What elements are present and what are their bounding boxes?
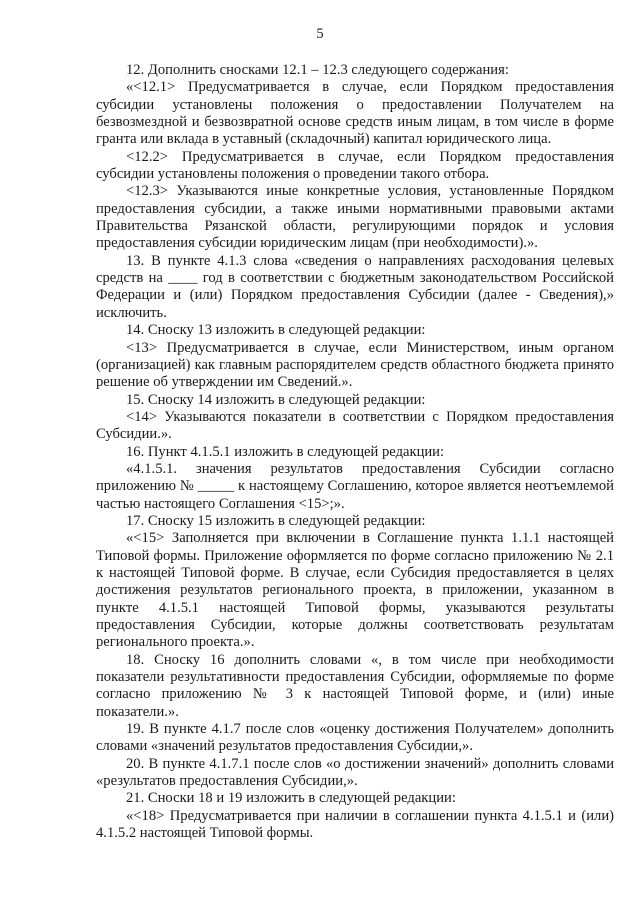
- page-number: 5: [316, 26, 324, 42]
- document-body: [96, 62, 614, 842]
- paragraph-item-17: 17. Сноску 15 изложить в следующей редакции:: [126, 512, 426, 529]
- footnote-14: <14> Указываются показатели в соответствии с Порядком предоставления Субсидии.».: [96, 408, 614, 443]
- paragraph-item-18: 18. Сноску 16 дополнить словами «, в том числе при необходимости показатели результативности предоставления Субсидии, оформляемые по форме согласно приложению № 3 к настоящей Типовой форме, и (или) иные показатели.».: [96, 651, 614, 720]
- paragraph-item-16: 16. Пункт 4.1.5.1 изложить в следующей редакции:: [126, 443, 445, 460]
- paragraph-item-19: 19. В пункте 4.1.7 после слов «оценку достижения Получателем» дополнить словами «значений результатов предоставления Субсидии,».: [96, 721, 614, 755]
- paragraph-item-21: 21. Сноски 18 и 19 изложить в следующей редакции:: [126, 790, 456, 807]
- footnote-13: <13> Предусматривается в случае, если Министерством, иным органом (организацией) как главным распорядителем средств областного бюджета принято решение об утверждении им Сведений.».: [96, 339, 614, 391]
- footnote-18: «<18> Предусматривается при наличии в соглашении пункта 4.1.5.1 и (или) 4.1.5.2 настоящей Типовой формы.: [96, 807, 614, 842]
- footnote-15: «<15> Заполняется при включении в Соглашение пункта 1.1.1 настоящей Типовой формы. Приложение оформляется по форме согласно приложению № 2.1 к настоящей Типовой форме. В случае, если Субсидия предоставляется в целях достижения результатов регионального проекта, в приложении, указанном в пункте 4.1.5.1 настоящей Типовой формы, указываются результаты предоставления Субсидии, которые должны соответствовать результатам регионального проекта.».: [96, 530, 614, 651]
- paragraph-item-13: 13. В пункте 4.1.3 слова «сведения о направлениях расходования целевых средств на ____ год в соответствии с бюджетным законодательством Российской Федерации и (или) Порядком предоставления Субсидии (далее - Сведения),» исключить.: [96, 252, 614, 321]
- paragraph-item-14: 14. Сноску 13 изложить в следующей редакции:: [126, 322, 426, 339]
- footnote-12-3: <12.3> Указываются иные конкретные условия, установленные Порядком предоставления субсидии, а также иными нормативными правовыми актами Правительства Рязанской области, регулирующими порядок и условия предоставления субсидии юридическим лицам (при необходимости).».: [96, 183, 614, 252]
- paragraph-item-15: 15. Сноску 14 изложить в следующей редакции:: [126, 391, 426, 408]
- clause-4-1-5-1: «4.1.5.1. значения результатов предоставления Субсидии согласно приложению № _____ к настоящему Соглашению, которое является неотъемлемой частью настоящего Соглашения <15>;».: [96, 460, 614, 512]
- footnote-12-1: «<12.1> Предусматривается в случае, если Порядком предоставления субсидии установлены положения о предоставлении Получателем на безвозмездной и безвозвратной основе средств иным лицам, в том числе в форме гранта или вклада в уставный (складочный) капитал юридического лица.: [96, 79, 614, 148]
- footnote-12-2: <12.2> Предусматривается в случае, если Порядком предоставления субсидии установлены положения о проведении такого отбора.: [96, 148, 614, 183]
- paragraph-item-12: 12. Дополнить сносками 12.1 – 12.3 следующего содержания:: [126, 62, 509, 78]
- paragraph-item-20: 20. В пункте 4.1.7.1 после слов «о достижении значений» дополнить словами «результатов предоставления Субсидии,».: [96, 755, 614, 790]
